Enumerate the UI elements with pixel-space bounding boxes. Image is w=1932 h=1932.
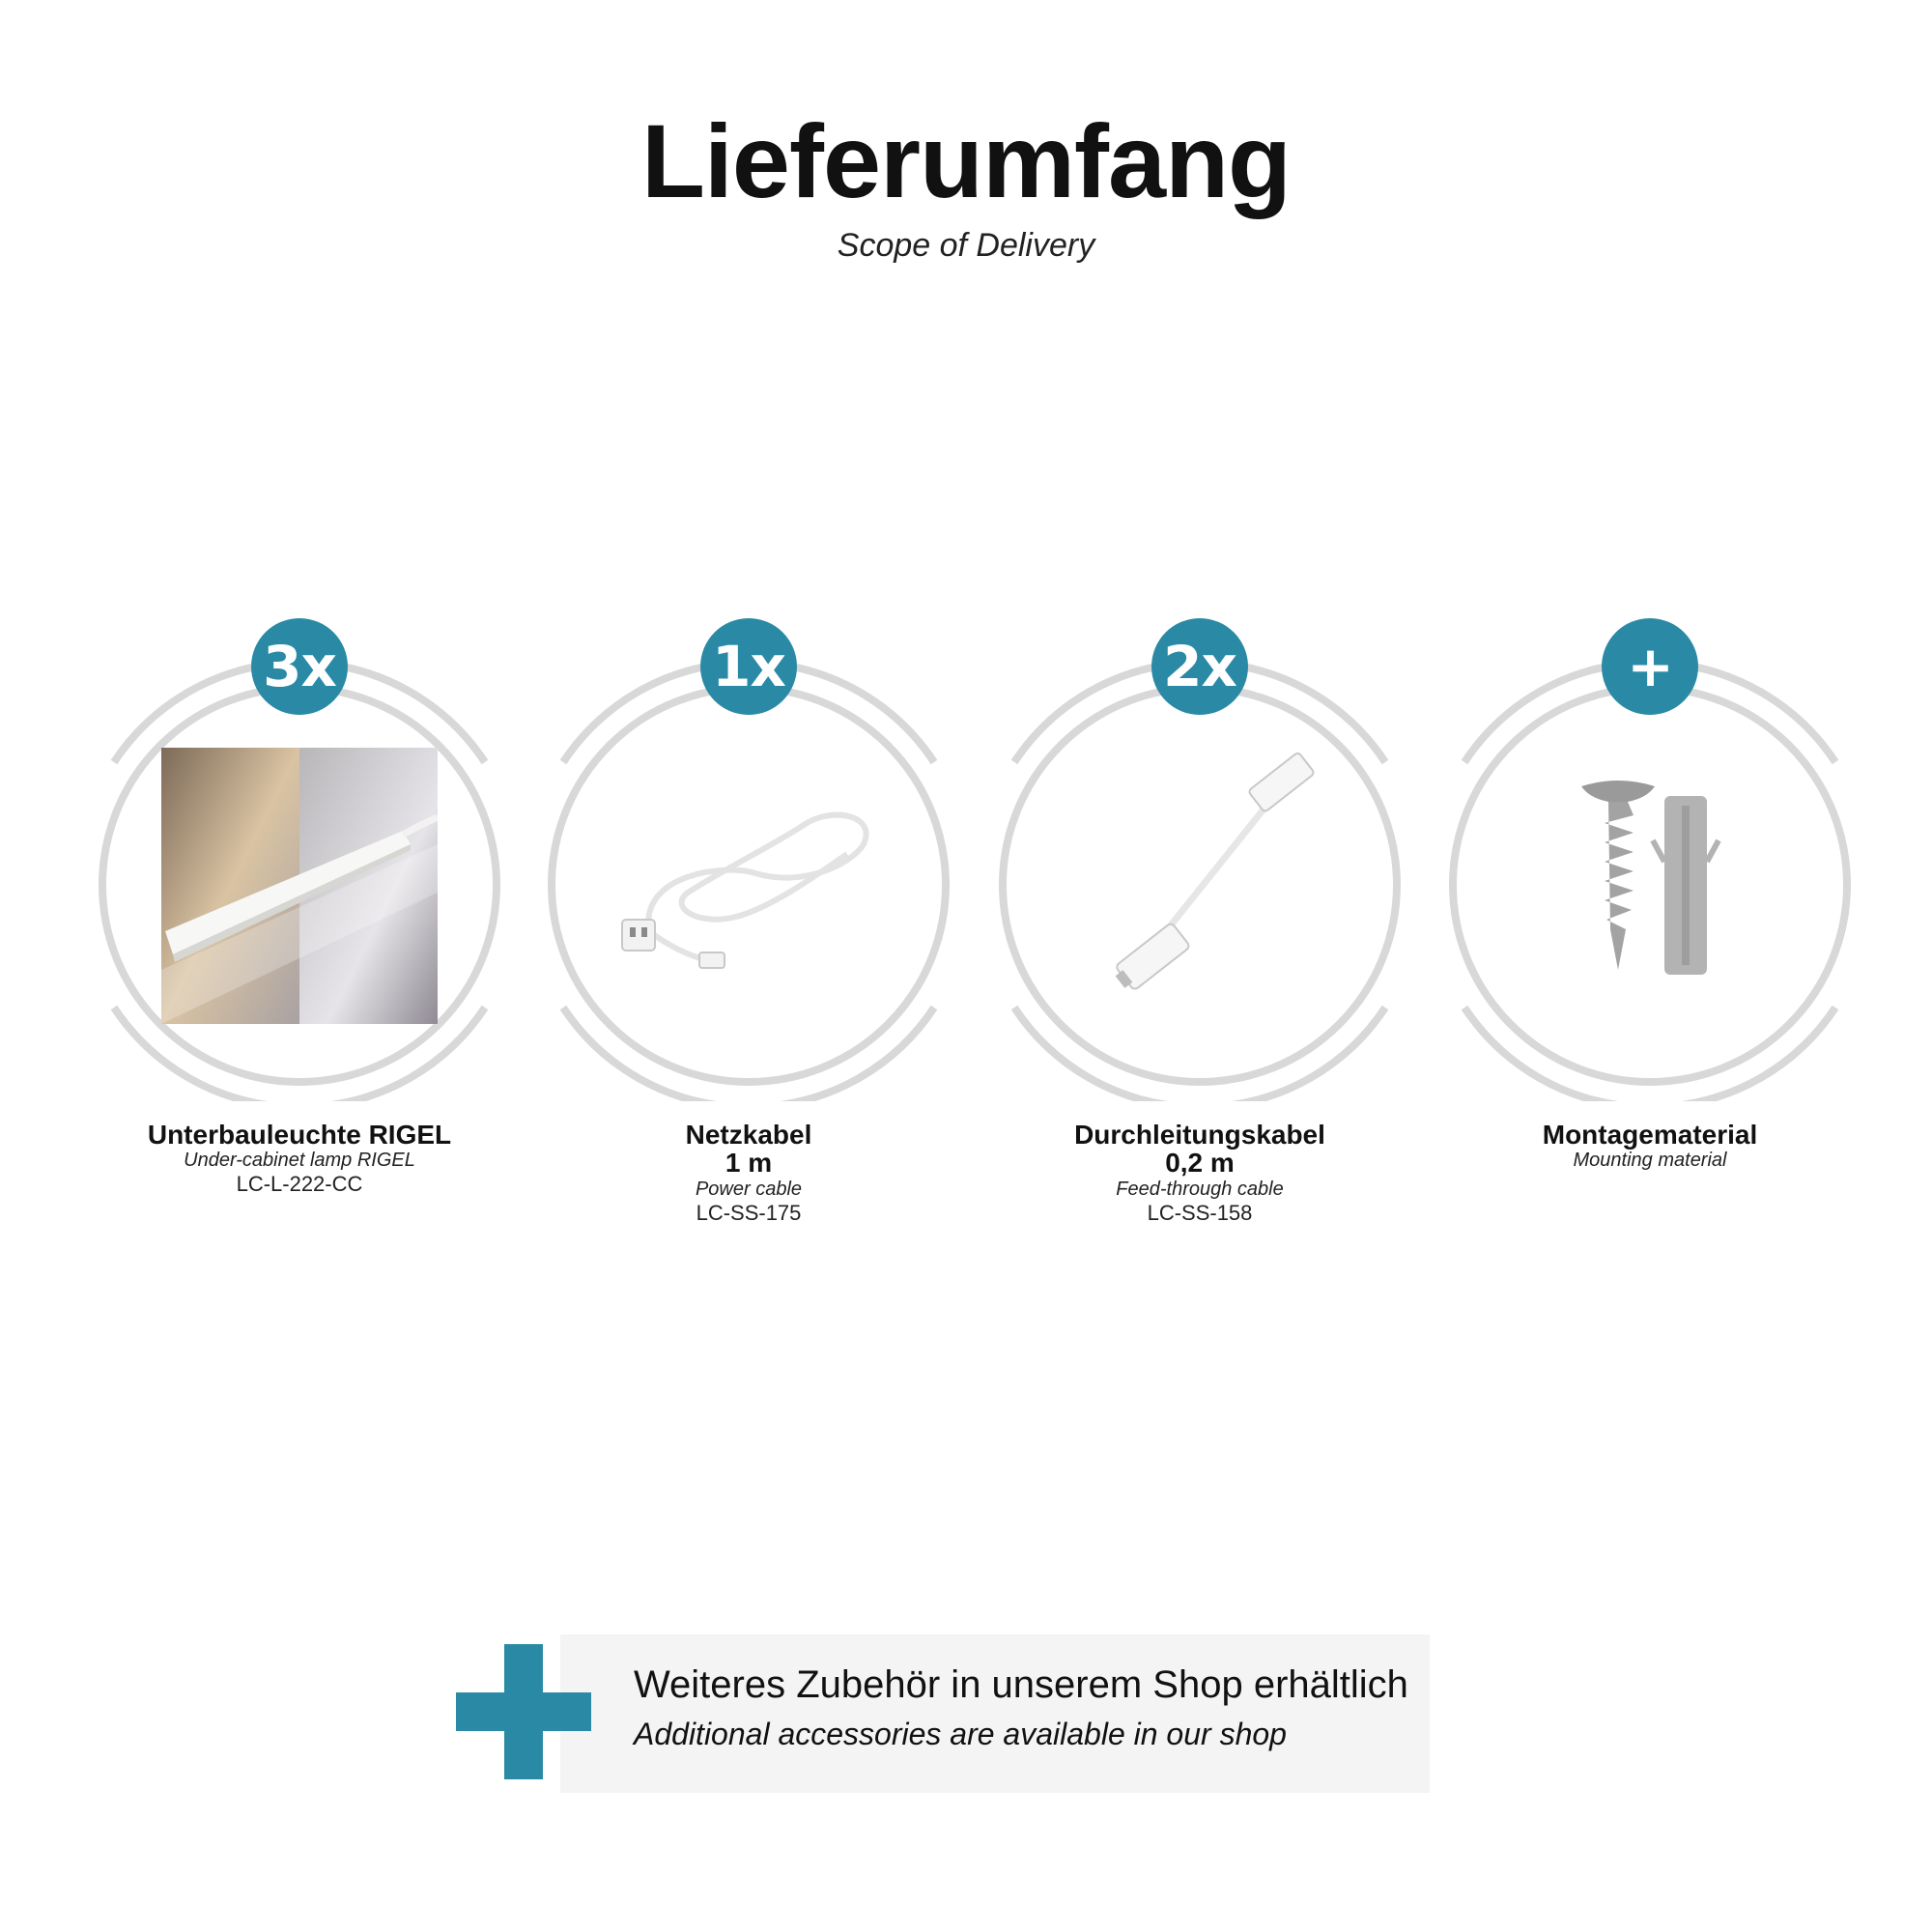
promo-title: Weiteres Zubehör in unserem Shop erhältlich <box>634 1663 1408 1706</box>
promo-subtitle: Additional accessories are available in our shop <box>634 1717 1287 1751</box>
item-code: LC-SS-158 <box>1147 1200 1253 1225</box>
item-title: Montagematerial <box>1542 1120 1758 1150</box>
quantity-badge: 1x <box>700 618 797 715</box>
item-caption <box>987 1121 1412 1224</box>
quantity-badge: 3x <box>251 618 348 715</box>
feed-through-cable-icon <box>1062 748 1338 1024</box>
item-length: 0,2 m <box>1165 1148 1235 1179</box>
delivery-item-power-cable <box>536 618 961 1236</box>
item-title: Unterbauleuchte RIGEL <box>147 1120 452 1150</box>
power-cable-icon <box>611 748 887 1024</box>
item-subtitle: Mounting material <box>1573 1150 1727 1172</box>
screw-and-dowel-icon <box>1512 748 1788 1024</box>
quantity-badge: + <box>1602 618 1698 715</box>
header <box>0 104 1932 265</box>
delivery-item-mounting-material <box>1437 618 1862 1236</box>
page-title: Lieferumfang <box>640 102 1292 219</box>
item-title: Durchleitungskabel <box>1074 1120 1325 1150</box>
item-code: LC-L-222-CC <box>236 1172 363 1197</box>
item-subtitle: Feed-through cable <box>1116 1178 1284 1200</box>
delivery-item-lamp <box>87 618 512 1236</box>
plus-icon <box>456 1644 591 1779</box>
page-subtitle: Scope of Delivery <box>837 226 1095 264</box>
item-subtitle: Power cable <box>695 1178 803 1200</box>
item-caption <box>1437 1121 1862 1171</box>
quantity-badge: 2x <box>1151 618 1248 715</box>
item-subtitle: Under-cabinet lamp RIGEL <box>184 1150 415 1172</box>
item-caption <box>87 1121 512 1195</box>
item-caption <box>536 1121 961 1224</box>
item-title: Netzkabel <box>685 1120 812 1150</box>
item-code: LC-SS-175 <box>696 1200 802 1225</box>
promo-text <box>634 1663 1408 1752</box>
item-length: 1 m <box>724 1148 773 1179</box>
delivery-item-feed-through-cable <box>987 618 1412 1236</box>
under-cabinet-lamp-photo <box>161 748 438 1024</box>
